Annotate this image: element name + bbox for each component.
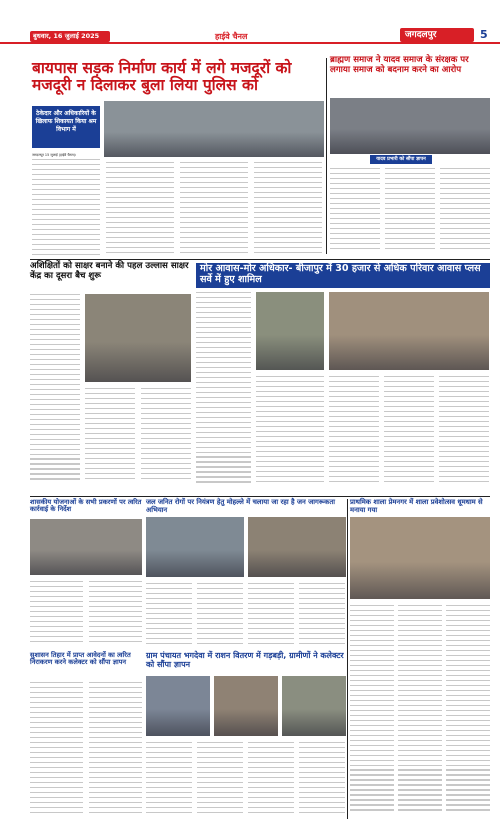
road-story-col3	[180, 162, 248, 259]
literacy-story-col3	[141, 388, 191, 486]
ration-story-col1	[146, 742, 192, 818]
road-story-photo	[104, 101, 324, 157]
janmani-story-headline: जल जनित रोगों पर नियंत्रण हेतु मोहल्ले में चलाया जा रहा है जन जागरूकता अभियान	[146, 498, 335, 514]
janmani-story-col2	[197, 583, 243, 647]
schemes-story-col2	[89, 581, 142, 647]
complaint-story	[30, 652, 142, 820]
housing-story-col4	[384, 376, 434, 490]
road-story-dateline: जगदलपुर 15 जुलाई (हाईवे चैनल)।	[32, 153, 77, 157]
janmani-story-photo-2	[248, 517, 346, 577]
brahmin-story-caption: यादव प्रभारी को सौंपा ज्ञापन	[376, 157, 426, 162]
housing-story	[196, 292, 490, 494]
housing-story-photo-1	[256, 292, 324, 370]
ration-story-headline: ग्राम पंचायत भगदेवा में राशन वितरण में गड़बड़ी, ग्रामीणों ने कलेक्टर को सौंपा ज्ञापन	[146, 651, 344, 669]
masthead-date: बुधवार, 16 जुलाई 2025	[33, 32, 100, 40]
janmani-story-col3	[248, 583, 294, 647]
ration-story-col4	[299, 742, 345, 818]
masthead-city: जगदलपुर	[405, 30, 437, 40]
ration-story	[146, 652, 346, 820]
section-rule-2	[30, 496, 490, 497]
complaint-story-col1	[30, 682, 83, 818]
brahmin-story-col3	[440, 168, 490, 256]
schemes-story-photo	[30, 519, 142, 575]
road-story-col2	[106, 162, 174, 259]
ration-story-col3	[248, 742, 294, 818]
road-story-sidebox-text: ठेकेदार और अधिकारियों के खिलाफ शिकायत किया श्रम विभाग में	[35, 110, 97, 133]
housing-story-col5	[439, 376, 489, 490]
complaint-story-col2	[89, 682, 142, 818]
janmani-story-photo-1	[146, 517, 244, 577]
ration-story-photo-3	[282, 676, 346, 736]
complaint-story-headline: सुशासन तिहार में प्राप्त आवेदनों का त्वरित निराकरण करने कलेक्टर को सौंपा ज्ञापन	[30, 651, 131, 667]
column-divider-3	[347, 499, 348, 819]
brahmin-story-col1	[330, 168, 380, 256]
ration-story-col2	[197, 742, 243, 818]
housing-story-photo-2	[329, 292, 489, 370]
road-story-col4	[254, 162, 322, 259]
literacy-story-headline: अशिक्षितों को साक्षर बनाने की पहल उल्लास साक्षर केंद्र का दूसरा बैच शुरू	[30, 261, 189, 281]
ration-story-photo-2	[214, 676, 278, 736]
masthead	[0, 0, 500, 44]
brahmin-story-photo	[330, 98, 490, 154]
school-story-headline: प्राथमिक शाला प्रेमनगर में शाला प्रवेशोत्सव धूमधाम से मनाया गया	[350, 498, 483, 514]
brahmin-story-col2	[385, 168, 435, 256]
housing-story-col3	[329, 376, 379, 490]
literacy-story-col2	[85, 388, 135, 486]
school-story-col3	[446, 605, 490, 815]
column-divider	[326, 58, 327, 254]
housing-story-col2	[256, 376, 324, 490]
school-story-photo	[350, 517, 490, 599]
section-rule	[30, 259, 490, 260]
literacy-story-col1	[30, 294, 80, 484]
school-story-col1	[350, 605, 394, 815]
school-story-col2	[398, 605, 442, 815]
road-story-headline: बायपास सड़क निर्माण कार्य में लगे मजदूरों को मजदूरी न दिलाकर बुला लिया पुलिस को	[32, 59, 292, 95]
school-story	[350, 499, 490, 819]
road-story-col1	[32, 159, 100, 259]
schemes-story-col1	[30, 581, 83, 647]
janmani-story-col1	[146, 583, 192, 647]
janmani-story	[146, 499, 346, 649]
road-story	[30, 58, 324, 260]
literacy-story-photo	[85, 294, 191, 382]
page-number: 5	[480, 28, 488, 41]
brahmin-story	[330, 56, 490, 258]
masthead-paper: हाईवे चैनल	[215, 32, 248, 41]
housing-story-headline: मोर आवास-मोर अधिकार- बीजापुर में 30 हजार से अधिक परिवार आवास प्लस सर्वे में हुए शामिल	[200, 263, 481, 285]
schemes-story	[30, 499, 142, 649]
janmani-story-col4	[299, 583, 345, 647]
brahmin-story-headline: ब्राह्मण समाज ने यादव समाज के संरक्षक पर लगाया समाज को बदनाम करने का आरोप	[330, 55, 469, 75]
housing-story-col1	[196, 292, 251, 490]
ration-story-photo-1	[146, 676, 210, 736]
schemes-story-headline: शासकीय योजनाओं के सभी प्रकरणों पर त्वरित कार्रवाई के निर्देश	[30, 498, 142, 514]
literacy-story	[30, 262, 192, 494]
